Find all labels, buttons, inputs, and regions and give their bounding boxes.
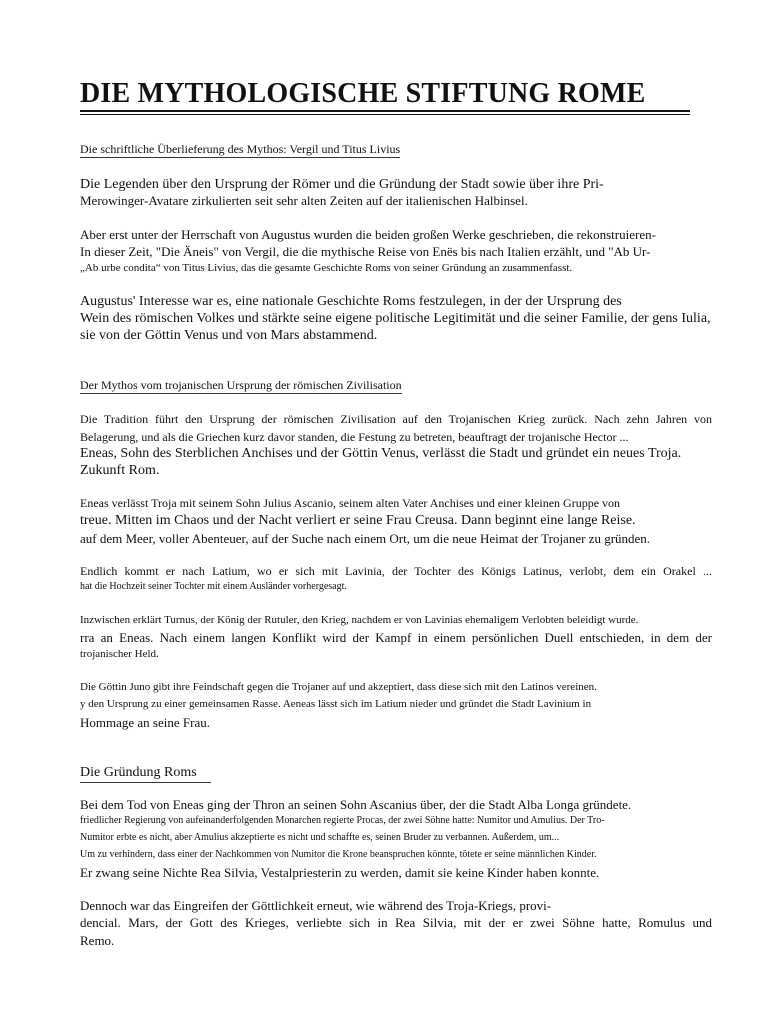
paragraph-line: sie von der Göttin Venus und von Mars abstammend. <box>80 328 378 343</box>
paragraph-line: trojanischer Held. <box>80 648 159 660</box>
paragraph-line: „Ab urbe condita“ von Titus Livius, das die gesamte Geschichte Roms von seiner Gründung an zusammenfasst. <box>80 262 573 274</box>
document-title: DIE MYTHOLOGISCHE STIFTUNG ROME <box>80 78 646 109</box>
paragraph-line: In dieser Zeit, "Die Äneis" von Vergil, die die mythische Reise von Enës bis nach Italien erzählt, und "Ab Ur- <box>80 244 651 259</box>
paragraph-line: Er zwang seine Nichte Rea Silvia, Vestalpriesterin zu werden, damit sie keine Kinder haben konnte. <box>80 865 600 880</box>
paragraph-line: Remo. <box>80 933 115 948</box>
title-underline-thin <box>80 114 690 115</box>
paragraph-line: Die Tradition führt den Ursprung der römischen Zivilisation auf den Trojanischen Krieg zurück. Nach zehn Jahren von <box>80 412 712 426</box>
paragraph-line: Dennoch war das Eingreifen der Göttlichkeit erneut, wie während des Troja-Kriegs, provi- <box>80 898 552 913</box>
section-heading-vergil-livius: Die schriftliche Überlieferung des Mythos: Vergil und Titus Livius <box>80 142 401 156</box>
title-underline <box>80 110 690 112</box>
paragraph-line: Eneas verlässt Troja mit seinem Sohn Julius Ascanio, seinem alten Vater Anchises und einer kleinen Gruppe von <box>80 496 621 510</box>
paragraph-line: y den Ursprung zu einer gemeinsamen Rasse. Aeneas lässt sich im Latium nieder und gründet die Stadt Lavinium in <box>80 698 592 710</box>
paragraph-line: Augustus' Interesse war es, eine nationale Geschichte Roms festzulegen, in der der Ursprung des <box>80 294 622 309</box>
paragraph-line: Numitor erbte es nicht, aber Amulius akzeptierte es nicht und schaffte es, seinen Bruder zu verbannen. Außerdem, um... <box>80 832 560 843</box>
paragraph-line: Bei dem Tod von Eneas ging der Thron an seinen Sohn Ascanius über, der die Stadt Alba Longa gründete. <box>80 797 632 812</box>
paragraph-line: Inzwischen erklärt Turnus, der König der Rutuler, den Krieg, nachdem er von Lavinias ehemaligem Verlobten beleidigt wurde. <box>80 614 639 626</box>
paragraph-line: Um zu verhindern, dass einer der Nachkommen von Numitor die Krone beanspruchen könnte, tötete er seine männlichen Kinder. <box>80 849 597 860</box>
paragraph-line: hat die Hochzeit seiner Tochter mit einem Ausländer vorhergesagt. <box>80 581 347 592</box>
paragraph-line: Endlich kommt er nach Latium, wo er sich mit Lavinia, der Tochter des Königs Latinus, verlobt, dem ein Orakel ... <box>80 564 712 578</box>
paragraph-line: Eneas, Sohn des Sterblichen Anchises und der Göttin Venus, verlässt die Stadt und gründet ein neues Troja. <box>80 446 682 461</box>
paragraph-line: Die Legenden über den Ursprung der Römer und die Gründung der Stadt sowie über ihre Pri- <box>80 177 604 192</box>
section-heading-founding-of-rome: Die Gründung Roms <box>80 765 211 783</box>
paragraph-line: Belagerung, und als die Griechen kurz davor standen, die Festung zu betreten, beauftragt der trojanische Hector ... <box>80 430 629 444</box>
paragraph-line: treue. Mitten im Chaos und der Nacht verliert er seine Frau Creusa. Dann beginnt eine lange Reise. <box>80 513 636 528</box>
paragraph-line: auf dem Meer, voller Abenteuer, auf der Suche nach einem Ort, um die neue Heimat der Trojaner zu gründen. <box>80 531 651 546</box>
paragraph-line: Hommage an seine Frau. <box>80 715 210 730</box>
paragraph-line: Aber erst unter der Herrschaft von Augustus wurden die beiden großen Werke geschrieben, die rekonstruieren- <box>80 227 656 242</box>
paragraph-line: Zukunft Rom. <box>80 463 160 478</box>
paragraph-line: dencial. Mars, der Gott des Krieges, verliebte sich in Rea Silvia, mit der er zwei Söhne hatte, Romulus und <box>80 915 712 930</box>
paragraph-line: Wein des römischen Volkes und stärkte seine eigene politische Legitimität und die seiner Familie, der gens Iulia, <box>80 311 711 326</box>
section-heading-trojan-origin: Der Mythos vom trojanischen Ursprung der römischen Zivilisation <box>80 378 402 392</box>
paragraph-line: friedlicher Regierung von aufeinanderfolgenden Monarchen regierte Procas, der zwei Söhne hatte: Numitor und Amulius. Der Tro- <box>80 815 605 826</box>
paragraph-line: rra an Eneas. Nach einem langen Konflikt wird der Kampf in einem persönlichen Duell entschieden, in dem der <box>80 630 712 645</box>
paragraph-line: Merowinger-Avatare zirkulierten seit sehr alten Zeiten auf der italienischen Halbinsel. <box>80 193 528 208</box>
paragraph-line: Die Göttin Juno gibt ihre Feindschaft gegen die Trojaner auf und akzeptiert, dass diese sich mit den Latinos vereinen. <box>80 681 597 693</box>
